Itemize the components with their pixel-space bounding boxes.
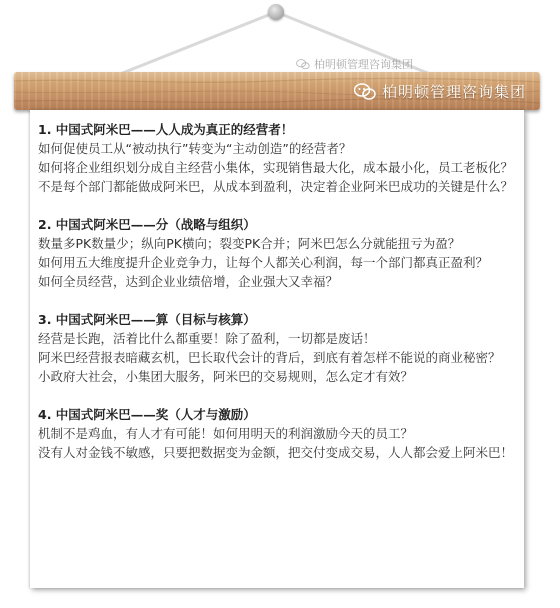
section-line: 经营是长跑，活着比什么都重要！除了盈利，一切都是废话！ [38, 331, 376, 346]
brand-logo [354, 81, 526, 102]
wechat-icon [296, 59, 310, 70]
content [38, 120, 522, 481]
section-4 [38, 405, 522, 462]
section-line: 如何用五大维度提升企业竞争力，让每个人都关心利润，每一个部门都真正盈利？ [38, 255, 489, 270]
section-line: 如何全员经营，达到企业业绩倍增，企业强大又幸福？ [38, 274, 339, 289]
section-title: 4. 中国式阿米巴——奖（人才与激励） [38, 407, 256, 422]
section-line: 小政府大社会，小集团大服务，阿米巴的交易规则，怎么定才有效？ [38, 369, 414, 384]
section-line: 阿米巴经营报表暗藏玄机，巴长取代会计的背后，到底有着怎样不能说的商业秘密？ [38, 350, 501, 365]
paper-sheet [30, 110, 524, 588]
section-line: 数量多PK数量少；纵向PK横向；裂变PK合并；阿米巴怎么分就能扭亏为盈？ [38, 236, 461, 251]
section-line: 如何将企业组织划分成自主经营小集体，实现销售最大化，成本最小化，员工老板化？ [38, 160, 514, 175]
nail-icon [268, 4, 284, 20]
watermark-text: 柏明顿管理咨询集团 [314, 58, 413, 71]
section-line: 不是每个部门都能做成阿米巴，从成本到盈利，决定着企业阿米巴成功的关键是什么？ [38, 179, 514, 194]
section-2 [38, 215, 522, 291]
section-line: 机制不是鸡血，有人才有可能！如何用明天的利润激励今天的员工？ [38, 426, 414, 441]
section-title: 1. 中国式阿米巴——人人成为真正的经营者！ [38, 122, 294, 137]
section-3 [38, 310, 522, 386]
wechat-logo-icon [354, 83, 376, 101]
brand-text: 柏明顿管理咨询集团 [381, 83, 526, 101]
section-title: 2. 中国式阿米巴——分（战略与组织） [38, 217, 256, 232]
watermark [296, 56, 413, 72]
section-title: 3. 中国式阿米巴——算（目标与核算） [38, 312, 256, 327]
section-line: 如何促使员工从“被动执行”转变为“主动创造”的经营者？ [38, 141, 352, 156]
section-line: 没有人对金钱不敏感，只要把数据变为金额，把交付变成交易，人人都会爱上阿米巴！ [38, 445, 514, 460]
wooden-header-bar [14, 72, 540, 110]
section-1 [38, 120, 522, 196]
